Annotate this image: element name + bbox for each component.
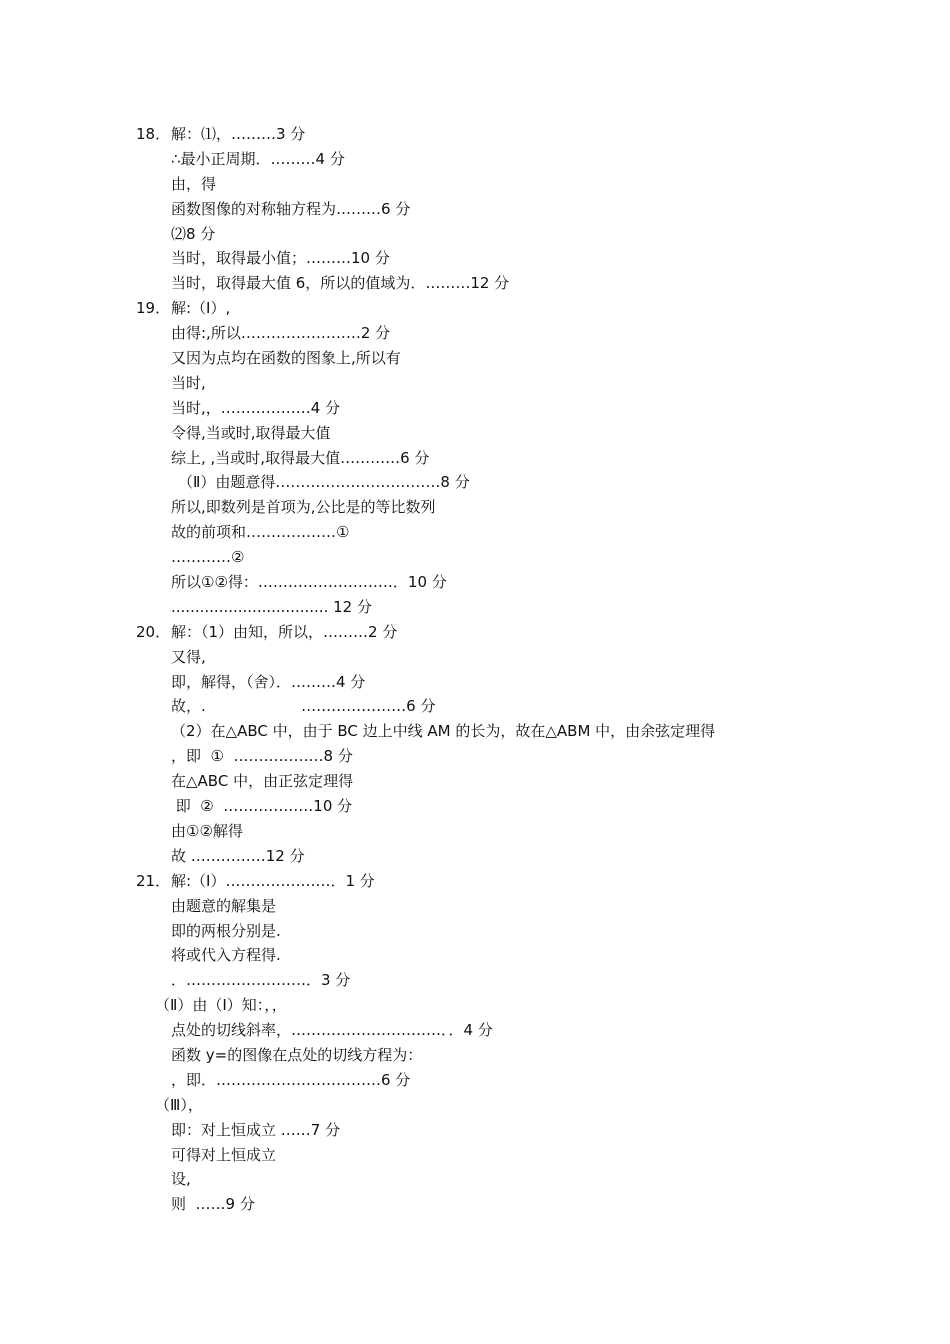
text-line (0, 894, 950, 919)
text-line (0, 694, 950, 719)
line-text: 综上, ,当或时,取得最大值…………6 分 (171, 448, 430, 467)
line-text: 当时，取得最大值 6，所以的值域为．………12 分 (171, 274, 510, 293)
text-line (0, 1143, 950, 1168)
line-text: ，即．……………………………6 分 (171, 1070, 411, 1089)
line-text: 当时，取得最小值；………10 分 (171, 249, 390, 268)
text-line (0, 943, 950, 968)
line-text: 可得对上恒成立 (171, 1145, 277, 1164)
text-line (0, 794, 950, 819)
text-line (0, 246, 950, 271)
line-text: ⑵8 分 (171, 224, 216, 243)
problem-number: 19． (136, 299, 171, 318)
line-text: （Ⅱ）由题意得……………………………8 分 (178, 473, 470, 492)
text-line (0, 869, 950, 894)
text-line (0, 147, 950, 172)
line-text: …………② (171, 548, 245, 567)
text-line (0, 197, 950, 222)
text-line (0, 446, 950, 471)
line-text: 函数 y=的图像在点处的切线方程为： (171, 1045, 423, 1064)
line-text: ．……………………．3 分 (171, 971, 351, 990)
text-line (0, 495, 950, 520)
text-line (0, 296, 950, 321)
text-line (0, 321, 950, 346)
line-text: 令得,当或时,取得最大值 (171, 423, 331, 442)
line-text: 在△ABC 中，由正弦定理得 (171, 772, 354, 791)
line-text: 解：（1）由知，所以，………2 分 (171, 622, 398, 641)
text-line (0, 719, 950, 744)
problem-number: 18． (136, 125, 171, 143)
text-line (0, 396, 950, 421)
text-line (0, 271, 950, 296)
line-text: 即 ② ………………10 分 (171, 797, 353, 816)
line-text: 函数图像的对称轴方程为………6 分 (171, 199, 411, 218)
text-line (0, 1167, 950, 1192)
text-line (0, 1018, 950, 1043)
text-line (0, 1043, 950, 1068)
line-text: 所以①②得：………………………．10 分 (171, 573, 447, 592)
line-text: 故 ……………12 分 (171, 846, 305, 865)
text-line (0, 670, 950, 695)
text-line (0, 769, 950, 794)
line-text: 由题意的解集是 (171, 896, 277, 915)
text-line (0, 1192, 950, 1217)
text-line (0, 919, 950, 944)
line-text: 点处的切线斜率，…………………………．．4 分 (171, 1021, 493, 1040)
line-text: 即的两根分别是. (171, 921, 281, 940)
line-text: 当时,，………………4 分 (171, 398, 341, 417)
line-text: ，即 ① ………………8 分 (171, 747, 353, 766)
text-line (0, 1068, 950, 1093)
line-text: ∴最小正周期．………4 分 (171, 149, 345, 168)
text-line (0, 844, 950, 869)
line-text: 由，得 (171, 174, 217, 193)
text-line (0, 520, 950, 545)
problem-number: 21． (136, 871, 171, 890)
line-text: （2）在△ABC 中，由于 BC 边上中线 AM 的长为，故在△ABM 中，由余弦定理得 (171, 722, 716, 741)
line-text: 设, (171, 1170, 191, 1189)
line-text: 解:（Ⅰ）, (171, 299, 231, 318)
line-text: 解:（Ⅰ）…………………．1 分 (171, 871, 375, 890)
text-line (0, 968, 950, 993)
line-text: （Ⅱ）由（Ⅰ）知：，， (155, 996, 287, 1015)
line-text: 又因为点均在函数的图象上,所以有 (171, 349, 401, 368)
problem-number: 20． (136, 622, 171, 641)
text-line (0, 222, 950, 247)
text-line (0, 122, 950, 147)
text-line (0, 744, 950, 769)
text-line (0, 645, 950, 670)
text-line (0, 595, 950, 620)
line-text: 故，. …………………6 分 (171, 697, 436, 716)
text-line (0, 620, 950, 645)
line-text: 解：⑴，………3 分 (171, 125, 306, 143)
line-text: 所以,即数列是首项为,公比是的等比数列 (171, 498, 436, 517)
text-line (0, 993, 950, 1018)
line-text: 即，解得，（舍）．………4 分 (171, 672, 366, 691)
line-text: 故的前项和………………① (171, 523, 350, 542)
text-line (0, 470, 950, 495)
text-line (0, 819, 950, 844)
text-line (0, 346, 950, 371)
text-line (0, 1093, 950, 1118)
text-line (0, 570, 950, 595)
solution-document (0, 122, 950, 1217)
line-text: 又得, (171, 647, 206, 666)
text-line (0, 371, 950, 396)
text-line (0, 1118, 950, 1143)
line-text: 即：对上恒成立 ……7 分 (171, 1120, 341, 1139)
text-line (0, 545, 950, 570)
text-line (0, 421, 950, 446)
line-text: 将或代入方程得. (171, 946, 281, 965)
line-text: 由得:,所以……………………2 分 (171, 324, 391, 343)
line-text: （Ⅲ）， (155, 1095, 203, 1114)
line-text: 当时, (171, 373, 206, 392)
line-text: 由①②解得 (171, 821, 243, 840)
line-text: ................................. 12 分 (171, 597, 372, 616)
line-text: 则 ……9 分 (171, 1195, 255, 1214)
text-line (0, 172, 950, 197)
